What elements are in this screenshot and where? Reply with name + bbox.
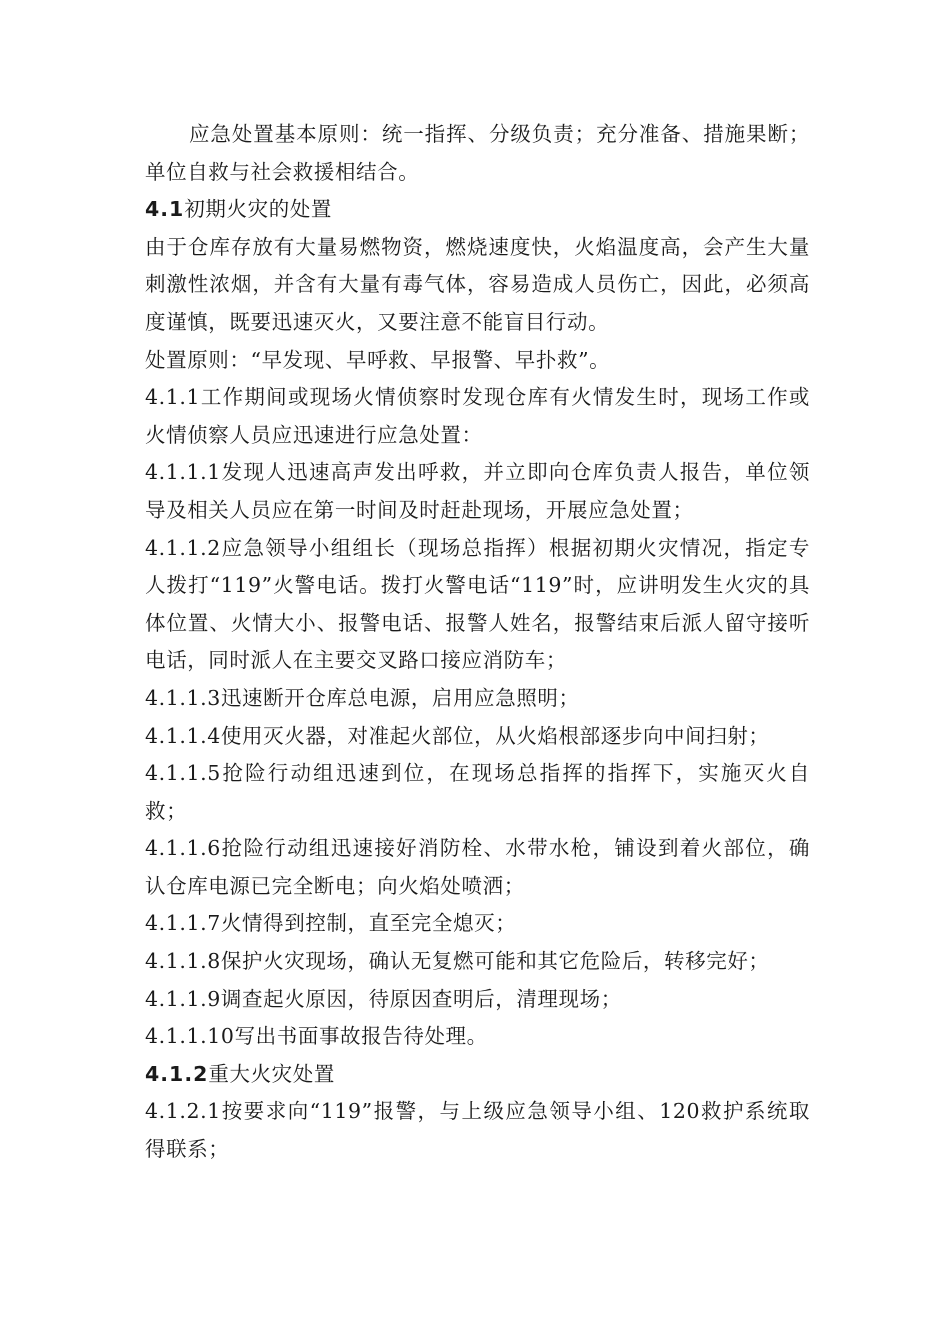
item-4-1-1-8: 4.1.1.8保护火灾现场，确认无复燃可能和其它危险后，转移完好； [145,949,770,974]
principle-paragraph: 应急处置基本原则：统一指挥、分级负责；充分准备、措施果断；单位自救与社会救援相结合。 [145,122,810,184]
rule-paragraph: 处置原则：“早发现、早呼救、早报警、早扑救”。 [145,347,611,372]
section-heading-4-1 [145,191,810,229]
item-4-1-1-9: 4.1.1.9调查起火原因，待原因查明后，清理现场； [145,986,622,1011]
section-title: 初期火灾的处置 [184,197,333,222]
item-4-1-1: 4.1.1工作期间或现场火情侦察时发现仓库有火情发生时，现场工作或火情侦察人员应迅速进行应急处置： [145,385,810,447]
item-4-1-1-2: 4.1.1.2应急领导小组组长（现场总指挥）根据初期火灾情况，指定专人拨打“119”火警电话。拨打火警电话“119”时，应讲明发生火灾的具体位置、火情大小、报警电话、报警人姓名，报警结束后派人留守接听电话，同时派人在主要交叉路口接应消防车； [145,535,810,673]
section-number: 4.1 [145,197,185,222]
item-4-1-1-6: 4.1.1.6抢险行动组迅速接好消防栓、水带水枪，铺设到着火部位，确认仓库电源已完全断电；向火焰处喷洒； [145,836,810,898]
item-4-1-1-3: 4.1.1.3迅速断开仓库总电源，启用应急照明； [145,685,580,710]
section-title: 重大火灾处置 [208,1061,335,1086]
item-4-1-1-5: 4.1.1.5抢险行动组迅速到位，在现场总指挥的指挥下，实施灭火自救； [145,761,810,823]
item-4-1-2-1: 4.1.2.1按要求向“119”报警，与上级应急领导小组、120救护系统取得联系； [145,1099,810,1162]
section-heading-4-1-2 [145,1056,810,1094]
item-4-1-1-10: 4.1.1.10写出书面事故报告待处理。 [145,1024,488,1049]
item-4-1-1-4: 4.1.1.4使用灭火器，对准起火部位，从火焰根部逐步向中间扫射； [145,723,770,748]
item-4-1-1-7: 4.1.1.7火情得到控制，直至完全熄灭； [145,911,517,936]
section-number: 4.1.2 [145,1061,209,1086]
document-body [145,116,810,1169]
item-4-1-1-1: 4.1.1.1发现人迅速高声发出呼救，并立即向仓库负责人报告，单位领导及相关人员应在第一时间及时赶赴现场，开展应急处置； [145,460,810,522]
intro-paragraph: 由于仓库存放有大量易燃物资，燃烧速度快，火焰温度高，会产生大量刺激性浓烟，并含有大量有毒气体，容易造成人员伤亡，因此，必须高度谨慎，既要迅速灭火，又要注意不能盲目行动。 [145,234,810,334]
